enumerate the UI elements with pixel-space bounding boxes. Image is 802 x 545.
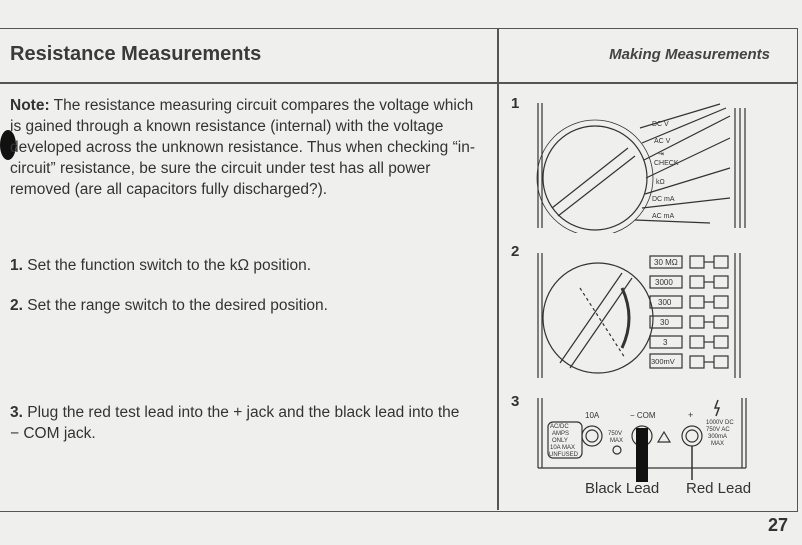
fig3-mid-panel-line: 750V [608,431,623,437]
figure-2-range-switch [530,248,760,383]
fig3-right-panel-line: MAX [711,441,725,447]
note-text: The resistance measuring circuit compares the voltage which is gained through a known resistance (internal) with the voltage developed across the unknown resistance. Thus when checking “in-circuit” resistance, be sure the circuit under test has all power removed (are all capacitors fully discharged?). [10,97,475,198]
fig2-label-30mohm: 30 MΩ [654,258,678,267]
fig3-left-panel-line: UNFUSED [549,452,579,458]
fig3-left-panel-line: AC/DC [550,424,569,430]
step-text: Plug the red test lead into the + jack and the black lead into the − COM jack. [10,404,460,442]
fig2-label-3000: 3000 [655,278,673,287]
step-number: 3. [10,404,23,421]
fig2-label-30: 30 [660,318,669,327]
figure-3-input-jacks [530,398,760,483]
section-title: Resistance Measurements [10,43,262,65]
fig1-label-acma: AC mA [652,213,675,220]
red-lead-label: Red Lead [686,480,752,497]
step-2 [10,295,480,316]
fig1-label-kohm: kΩ [656,179,665,186]
fig3-right-panel-line: 1000V DC [706,420,734,426]
figure-2-number: 2 [511,243,520,260]
black-lead-label: Black Lead [585,480,660,497]
fig2-label-3: 3 [663,338,668,347]
step-1 [10,255,480,276]
fig1-label-acv: AC V [654,138,671,145]
step-number: 2. [10,297,23,314]
fig2-label-300mv: 300mV [651,357,675,366]
fig3-left-panel-line: AMPS [552,431,570,437]
step-number: 1. [10,257,23,274]
fig2-label-300: 300 [658,298,672,307]
fig1-label-dcma: DC mA [652,196,675,203]
figure-1-number: 1 [511,95,520,112]
figure-3-number: 3 [511,393,520,410]
note-paragraph [10,95,485,200]
fig3-label-plus: + [688,410,694,420]
note-label: Note: [10,97,50,114]
column-divider [497,28,499,510]
chapter-title: Making Measurements [609,46,770,63]
fig3-label-com: − COM [630,411,656,420]
fig1-label-check: CHECK [654,160,679,167]
figure-1-function-switch [530,98,760,233]
header-divider [0,82,798,84]
fig3-left-panel-line: ONLY [552,438,568,444]
fig1-label-dcv: DC V [652,121,669,128]
step-text: Set the range switch to the desired position. [27,297,328,314]
fig1-label-diode: ⇥ [658,151,664,158]
fig3-label-10a: 10A [585,411,600,420]
page-number: 27 [767,515,788,535]
fig3-right-panel-line: 750V AC [706,427,730,433]
fig3-right-panel-line: 300mA [708,434,728,440]
fig3-mid-panel-line: MAX [610,438,624,444]
step-3 [10,402,465,444]
fig3-left-panel-line: 10A MAX [550,445,576,451]
step-text: Set the function switch to the kΩ position. [27,257,312,274]
